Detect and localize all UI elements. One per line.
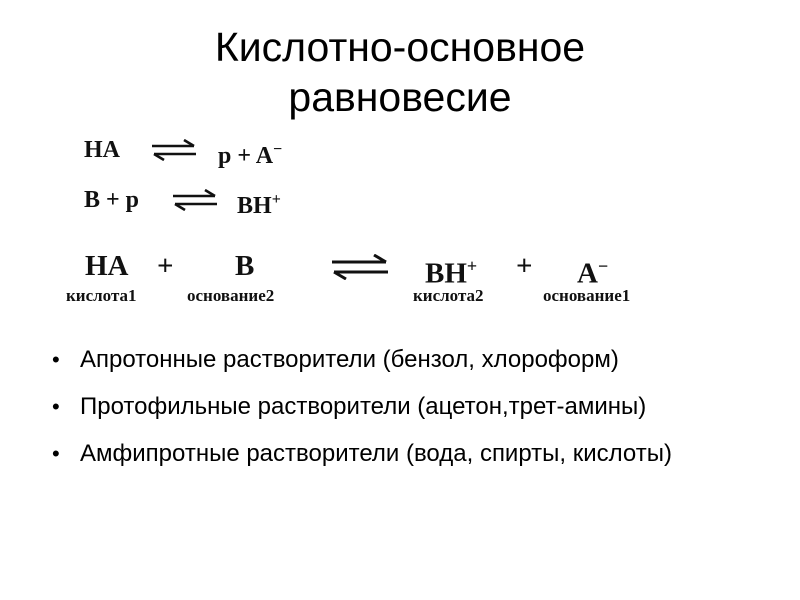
solvent-list bbox=[48, 343, 768, 484]
eq3-label-3: кислота2 bbox=[413, 286, 484, 305]
eq1-left: HA bbox=[84, 137, 120, 163]
eq3-term-1: HA bbox=[85, 250, 129, 282]
eq3-term-4 bbox=[577, 250, 608, 290]
eq3-plus-1: + bbox=[157, 250, 174, 282]
eq2-right-sup: + bbox=[271, 191, 281, 208]
eq3-label-4: основание1 bbox=[543, 286, 631, 305]
list-item: • Апротонные растворители (бензол, хлороформ) bbox=[48, 343, 768, 377]
eq3-term-3-text: BH bbox=[425, 257, 467, 290]
eq3-term-4-text: A bbox=[577, 257, 598, 290]
eq3-plus-2: + bbox=[516, 250, 533, 282]
eq1-right-text: p + A bbox=[218, 143, 274, 169]
eq1-right-sup: − bbox=[273, 141, 283, 158]
eq1-right bbox=[218, 136, 282, 170]
slide-title-line-1: Кислотно-основное bbox=[214, 24, 586, 70]
slide-title-line-2: равновесие bbox=[288, 74, 512, 120]
equilibrium-arrows-icon bbox=[150, 139, 198, 161]
equilibrium-arrows-icon bbox=[171, 189, 219, 211]
eq3-term-4-sup: − bbox=[597, 256, 609, 276]
equilibrium-arrows-icon bbox=[330, 254, 390, 280]
eq3-term-3-sup: + bbox=[466, 256, 478, 276]
eq3-label-1: кислота1 bbox=[66, 286, 137, 305]
list-item: • Амфипротные растворители (вода, спирты, кислоты) bbox=[48, 437, 768, 471]
eq3-term-2: B bbox=[235, 250, 255, 282]
list-item: • Протофильные растворители (ацетон,трет-амины) bbox=[48, 390, 768, 424]
eq2-right-text: BH bbox=[237, 193, 272, 219]
eq3-term-3 bbox=[425, 250, 477, 290]
eq2-right bbox=[237, 186, 281, 220]
eq2-left: B + p bbox=[84, 187, 140, 213]
eq3-label-2: основание2 bbox=[187, 286, 275, 305]
